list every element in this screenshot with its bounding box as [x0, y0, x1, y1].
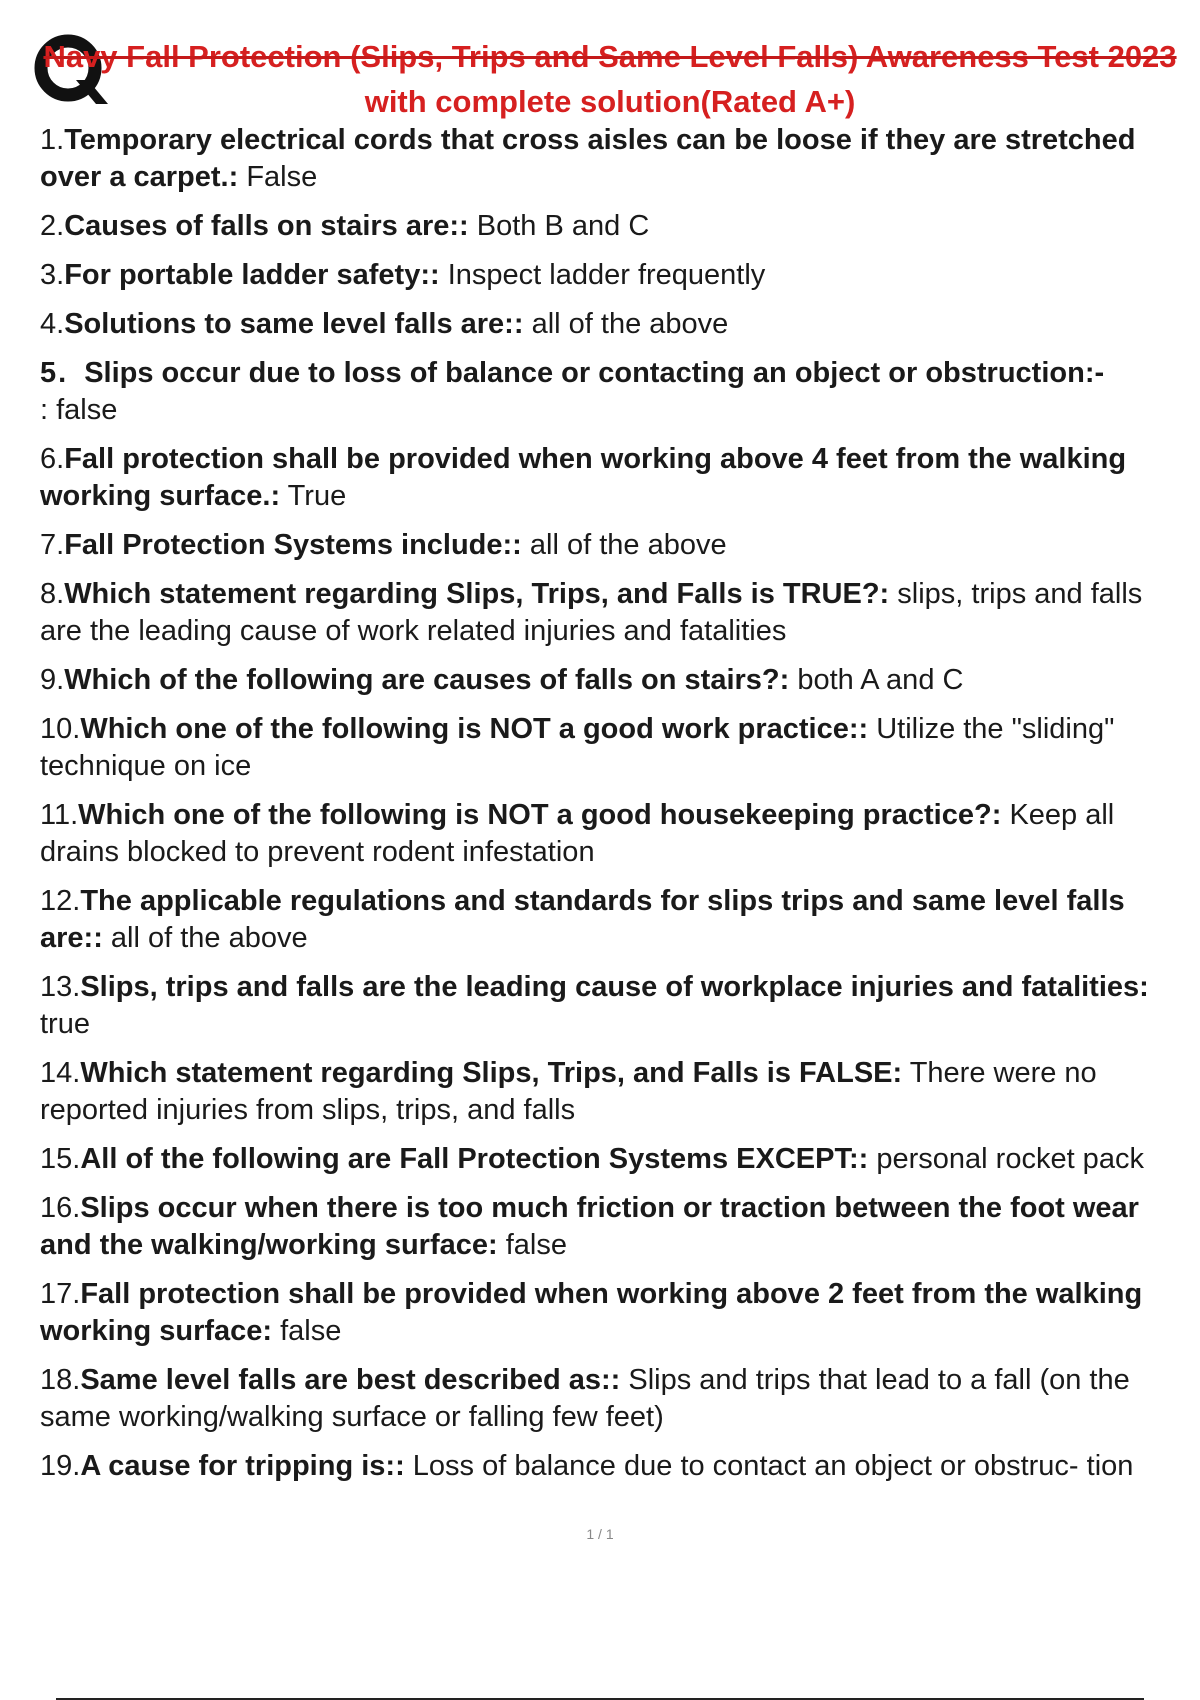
- qa-item-16: [40, 1190, 1182, 1264]
- item-number: 4.: [40, 308, 65, 340]
- question-text: Which one of the following is NOT a good work practice::: [80, 713, 869, 745]
- question-text: The applicable regulations and standards for slips trips and same level falls are::: [40, 885, 1125, 954]
- answer-text: all of the above: [110, 922, 308, 954]
- page-number: 1 / 1: [586, 1526, 614, 1542]
- qa-item-12: [40, 883, 1182, 957]
- question-text: Which statement regarding Slips, Trips, and Falls is FALSE:: [80, 1057, 903, 1089]
- qa-item-8: [40, 576, 1182, 650]
- qa-item-4: [40, 306, 1182, 343]
- answer-text: False: [246, 161, 318, 193]
- question-text: Fall protection shall be provided when working above 4 feet from the walking working surface.:: [40, 443, 1127, 512]
- item-number: 1.: [40, 124, 65, 156]
- item-number: 8.: [40, 578, 65, 610]
- answer-text: true: [40, 1008, 90, 1040]
- item-number: 6.: [40, 443, 65, 475]
- question-text: All of the following are Fall Protection Systems EXCEPT::: [80, 1143, 869, 1175]
- question-text: Which one of the following is NOT a good housekeeping practice?:: [78, 799, 1002, 831]
- question-text: Temporary electrical cords that cross aisles can be loose if they are stretched over a carpet.:: [40, 124, 1136, 193]
- item-number: 10.: [40, 713, 81, 745]
- title-line-1: Navy Fall Protection (Slips, Trips and Same Level Falls) Awareness Test 2023: [43, 39, 1177, 74]
- item-number: 7.: [40, 529, 65, 561]
- question-text: A cause for tripping is::: [80, 1450, 405, 1482]
- question-text: Same level falls are best described as::: [80, 1364, 621, 1396]
- qa-item-19: [40, 1448, 1182, 1485]
- item-number: 17.: [40, 1278, 81, 1310]
- title-line-2: with complete solution(Rated A+): [364, 84, 856, 119]
- answer-text: True: [287, 480, 347, 512]
- qa-item-10: [40, 711, 1182, 785]
- qa-item-6: [40, 441, 1182, 515]
- answer-text: : false: [40, 394, 118, 426]
- question-text: Causes of falls on stairs are::: [64, 210, 469, 242]
- qa-item-1: [40, 122, 1182, 196]
- qa-item-18: [40, 1362, 1182, 1436]
- qa-item-11: [40, 797, 1182, 871]
- answer-text: Inspect ladder frequently: [447, 259, 766, 291]
- qa-list: [40, 122, 1182, 1497]
- qa-item-17: [40, 1276, 1182, 1350]
- qa-item-15: [40, 1141, 1182, 1178]
- question-text: For portable ladder safety::: [64, 259, 440, 291]
- answer-text: Keep all drains blocked to prevent rodent infestation: [40, 799, 1115, 868]
- qa-item-3: [40, 257, 1182, 294]
- qa-item-14: [40, 1055, 1182, 1129]
- qa-item-9: [40, 662, 1182, 699]
- answer-text: Utilize the "sliding" technique on ice: [40, 713, 1115, 782]
- question-text: Slips, trips and falls are the leading cause of workplace injuries and fatalities:: [80, 971, 1149, 1003]
- answer-text: all of the above: [531, 308, 729, 340]
- question-text: Which of the following are causes of falls on stairs?:: [64, 664, 790, 696]
- question-text: Fall protection shall be provided when working above 2 feet from the walking working surface:: [40, 1278, 1143, 1347]
- item-number: 15.: [40, 1143, 81, 1175]
- answer-text: Loss of balance due to contact an object or obstruc- tion: [412, 1450, 1134, 1482]
- answer-text: all of the above: [529, 529, 727, 561]
- answer-text: both A and C: [797, 664, 964, 696]
- item-number: 13.: [40, 971, 81, 1003]
- question-text: Solutions to same level falls are::: [64, 308, 524, 340]
- item-number: 9.: [40, 664, 65, 696]
- document-title: [40, 34, 1180, 124]
- question-text: Slips occur due to loss of balance or contacting an object or obstruction:-: [84, 357, 1105, 389]
- question-text: Which statement regarding Slips, Trips, and Falls is TRUE?:: [64, 578, 890, 610]
- answer-text: false: [505, 1229, 567, 1261]
- item-number: 5.: [40, 357, 69, 389]
- item-number: 11.: [40, 799, 79, 831]
- question-text: Slips occur when there is too much friction or traction between the foot wear and the walking/working surface:: [40, 1192, 1139, 1261]
- item-number: 12.: [40, 885, 81, 917]
- item-number: 19.: [40, 1450, 81, 1482]
- qa-item-2: [40, 208, 1182, 245]
- question-text: Fall Protection Systems include::: [64, 529, 522, 561]
- qa-item-7: [40, 527, 1182, 564]
- answer-text: slips, trips and falls are the leading cause of work related injuries and fatalities: [40, 578, 1143, 647]
- answer-text: false: [280, 1315, 342, 1347]
- answer-text: personal rocket pack: [876, 1143, 1144, 1175]
- answer-text: Both B and C: [476, 210, 650, 242]
- qa-item-13: [40, 969, 1182, 1043]
- item-number: 18.: [40, 1364, 81, 1396]
- answer-text: Slips and trips that lead to a fall (on the same working/walking surface or falling few feet): [40, 1364, 1130, 1433]
- answer-text: There were no reported injuries from slips, trips, and falls: [40, 1057, 1097, 1126]
- item-number: 2.: [40, 210, 65, 242]
- item-number: 16.: [40, 1192, 81, 1224]
- item-number: 3.: [40, 259, 65, 291]
- qa-item-5: [40, 355, 1182, 429]
- item-number: 14.: [40, 1057, 81, 1089]
